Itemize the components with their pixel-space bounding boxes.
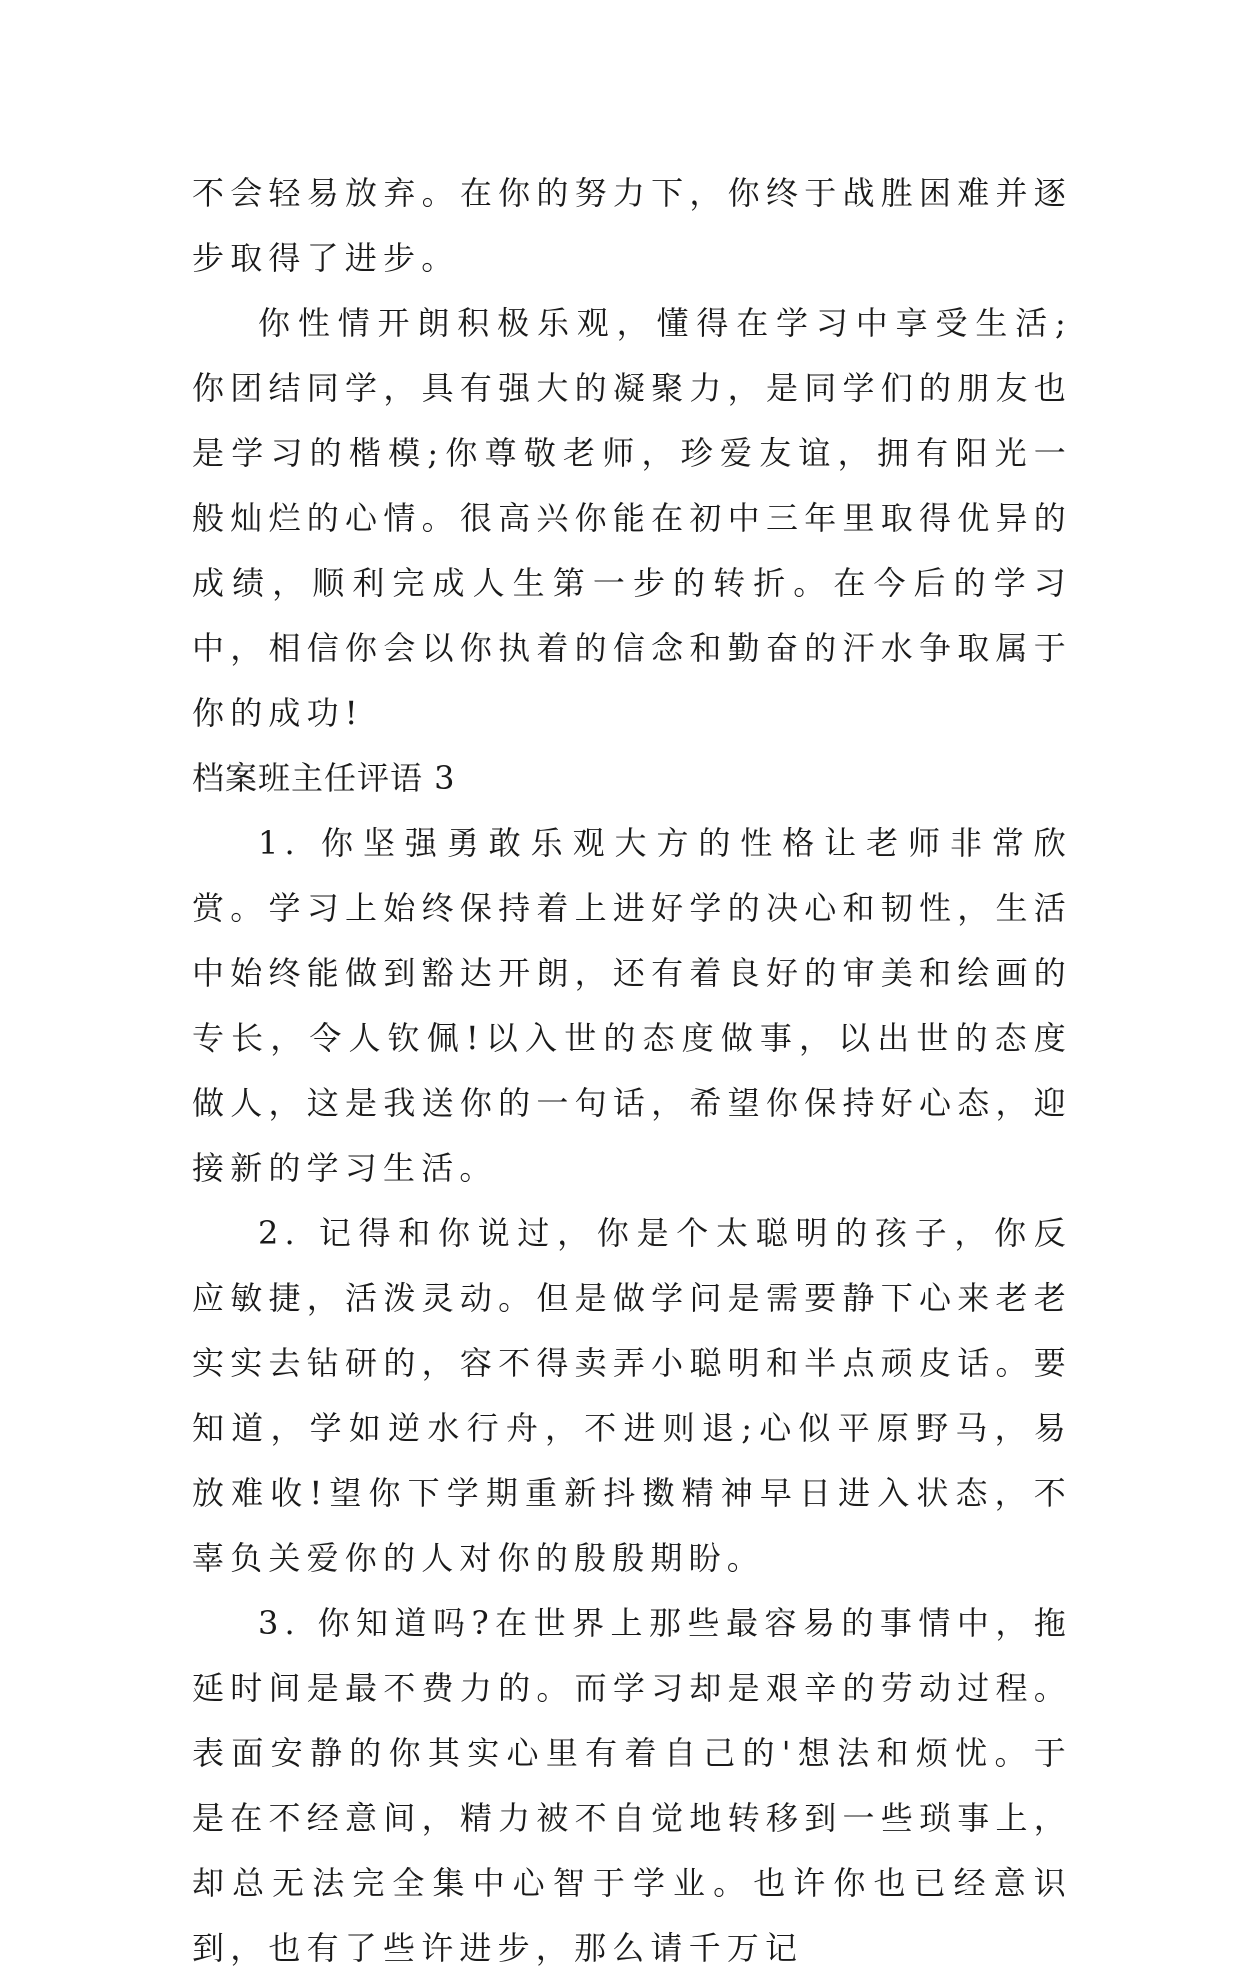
document-body (192, 161, 1072, 1981)
paragraph-comment-1: 1. 你坚强勇敢乐观大方的性格让老师非常欣赏。学习上始终保持着上进好学的决心和韧性，生活中始终能做到豁达开朗，还有着良好的审美和绘画的专长，令人钦佩!以入世的态度做事，以出世的态度做人，这是我送你的一句话，希望你保持好心态，迎接新的学习生活。 (192, 824, 1072, 1187)
paragraph-comment-2: 2. 记得和你说过，你是个太聪明的孩子，你反应敏捷，活泼灵动。但是做学问是需要静下心来老老实实去钻研的，容不得卖弄小聪明和半点顽皮话。要知道，学如逆水行舟，不进则退;心似平原野马，易放难收!望你下学期重新抖擞精神早日进入状态，不辜负关爱你的人对你的殷殷期盼。 (192, 1214, 1072, 1577)
paragraph-continuation: 不会轻易放弃。在你的努力下，你终于战胜困难并逐步取得了进步。 (192, 174, 1072, 277)
paragraph-comment-3: 3. 你知道吗?在世界上那些最容易的事情中，拖延时间是最不费力的。而学习却是艰辛的劳动过程。表面安静的你其实心里有着自己的'想法和烦忧。于是在不经意间，精力被不自觉地转移到一些琐事上，却总无法完全集中心智于学业。也许你也已经意识到，也有了些许进步，那么请千万记 (192, 1604, 1072, 1967)
section-heading: 档案班主任评语 3 (192, 759, 456, 797)
paragraph-comment-cheerful: 你性情开朗积极乐观，懂得在学习中享受生活;你团结同学，具有强大的凝聚力，是同学们的朋友也是学习的楷模;你尊敬老师，珍爱友谊，拥有阳光一般灿烂的心情。很高兴你能在初中三年里取得优异的成绩，顺利完成人生第一步的转折。在今后的学习中，相信你会以你执着的信念和勤奋的汗水争取属于你的成功! (192, 304, 1072, 732)
